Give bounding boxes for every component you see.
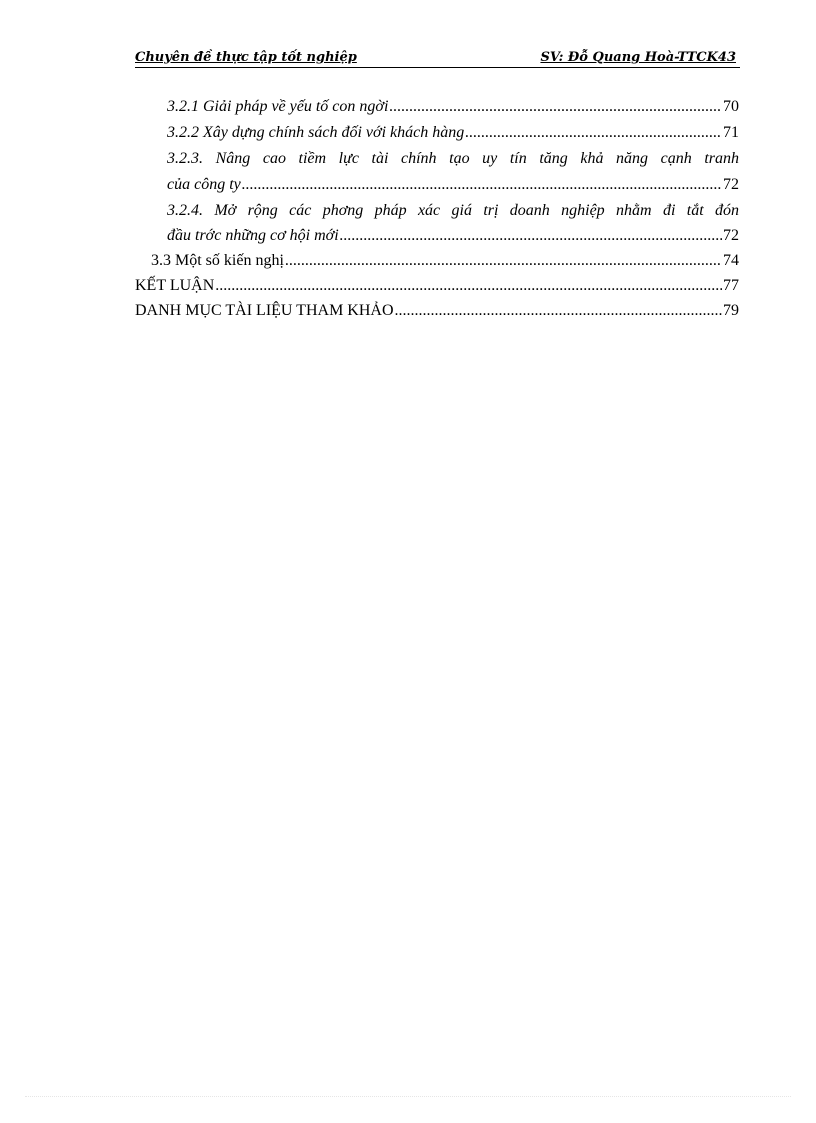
toc-page-number: 71 — [723, 124, 739, 141]
toc-entry-label: KẾT LUẬN — [135, 277, 215, 294]
dot-leader — [465, 123, 722, 143]
toc-entry-label: đầu trớc những cơ hội mới — [167, 227, 339, 244]
toc-entry-references[interactable] — [135, 301, 739, 321]
dot-leader — [285, 251, 722, 271]
toc-entry-label: 3.2.1 Giải pháp về yếu tố con ngời — [167, 98, 389, 115]
toc-entry-3-2-4[interactable] — [167, 226, 739, 246]
dot-leader — [389, 97, 722, 117]
footer-divider — [25, 1096, 791, 1097]
dot-leader — [242, 175, 722, 195]
dot-leader — [215, 276, 722, 296]
toc-page-number: 72 — [723, 227, 739, 244]
toc-entry-label: của công ty — [167, 176, 241, 193]
toc-entry-3-2-3-line1[interactable]: 3.2.3. Nâng cao tiềm lực tài chính tạo uy tín tăng khả năng cạnh tranh — [167, 150, 739, 167]
toc-entry-label: 3.3 Một số kiến nghị — [151, 252, 284, 269]
toc-entry-label: DANH MỤC TÀI LIỆU THAM KHẢO — [135, 302, 394, 319]
toc-entry-label: 3.2.2 Xây dựng chính sách đối với khách hàng — [167, 124, 465, 141]
toc-page-number: 77 — [723, 277, 739, 294]
dot-leader — [340, 226, 722, 246]
toc-page-number: 70 — [723, 98, 739, 115]
toc-entry-conclusion[interactable] — [135, 276, 739, 296]
toc-entry-3-2-3[interactable] — [167, 175, 739, 195]
toc-page-number: 74 — [723, 252, 739, 269]
page-header — [135, 48, 740, 68]
toc-entry-3-3[interactable] — [151, 251, 739, 271]
toc-entry-3-2-1[interactable] — [167, 97, 739, 117]
header-author: SV: Đỗ Quang Hoà-TTCK43 — [540, 50, 736, 65]
dot-leader — [395, 301, 722, 321]
toc-entry-3-2-4-line1[interactable]: 3.2.4. Mở rộng các phơng pháp xác giá trị doanh nghiệp nhằm đi tắt đón — [167, 202, 739, 219]
toc-page-number: 72 — [723, 176, 739, 193]
header-left-title: Chuyên đề thực tập tốt nghiệp — [135, 50, 357, 65]
toc-page-number: 79 — [723, 302, 739, 319]
toc-entry-3-2-2[interactable] — [167, 123, 739, 143]
